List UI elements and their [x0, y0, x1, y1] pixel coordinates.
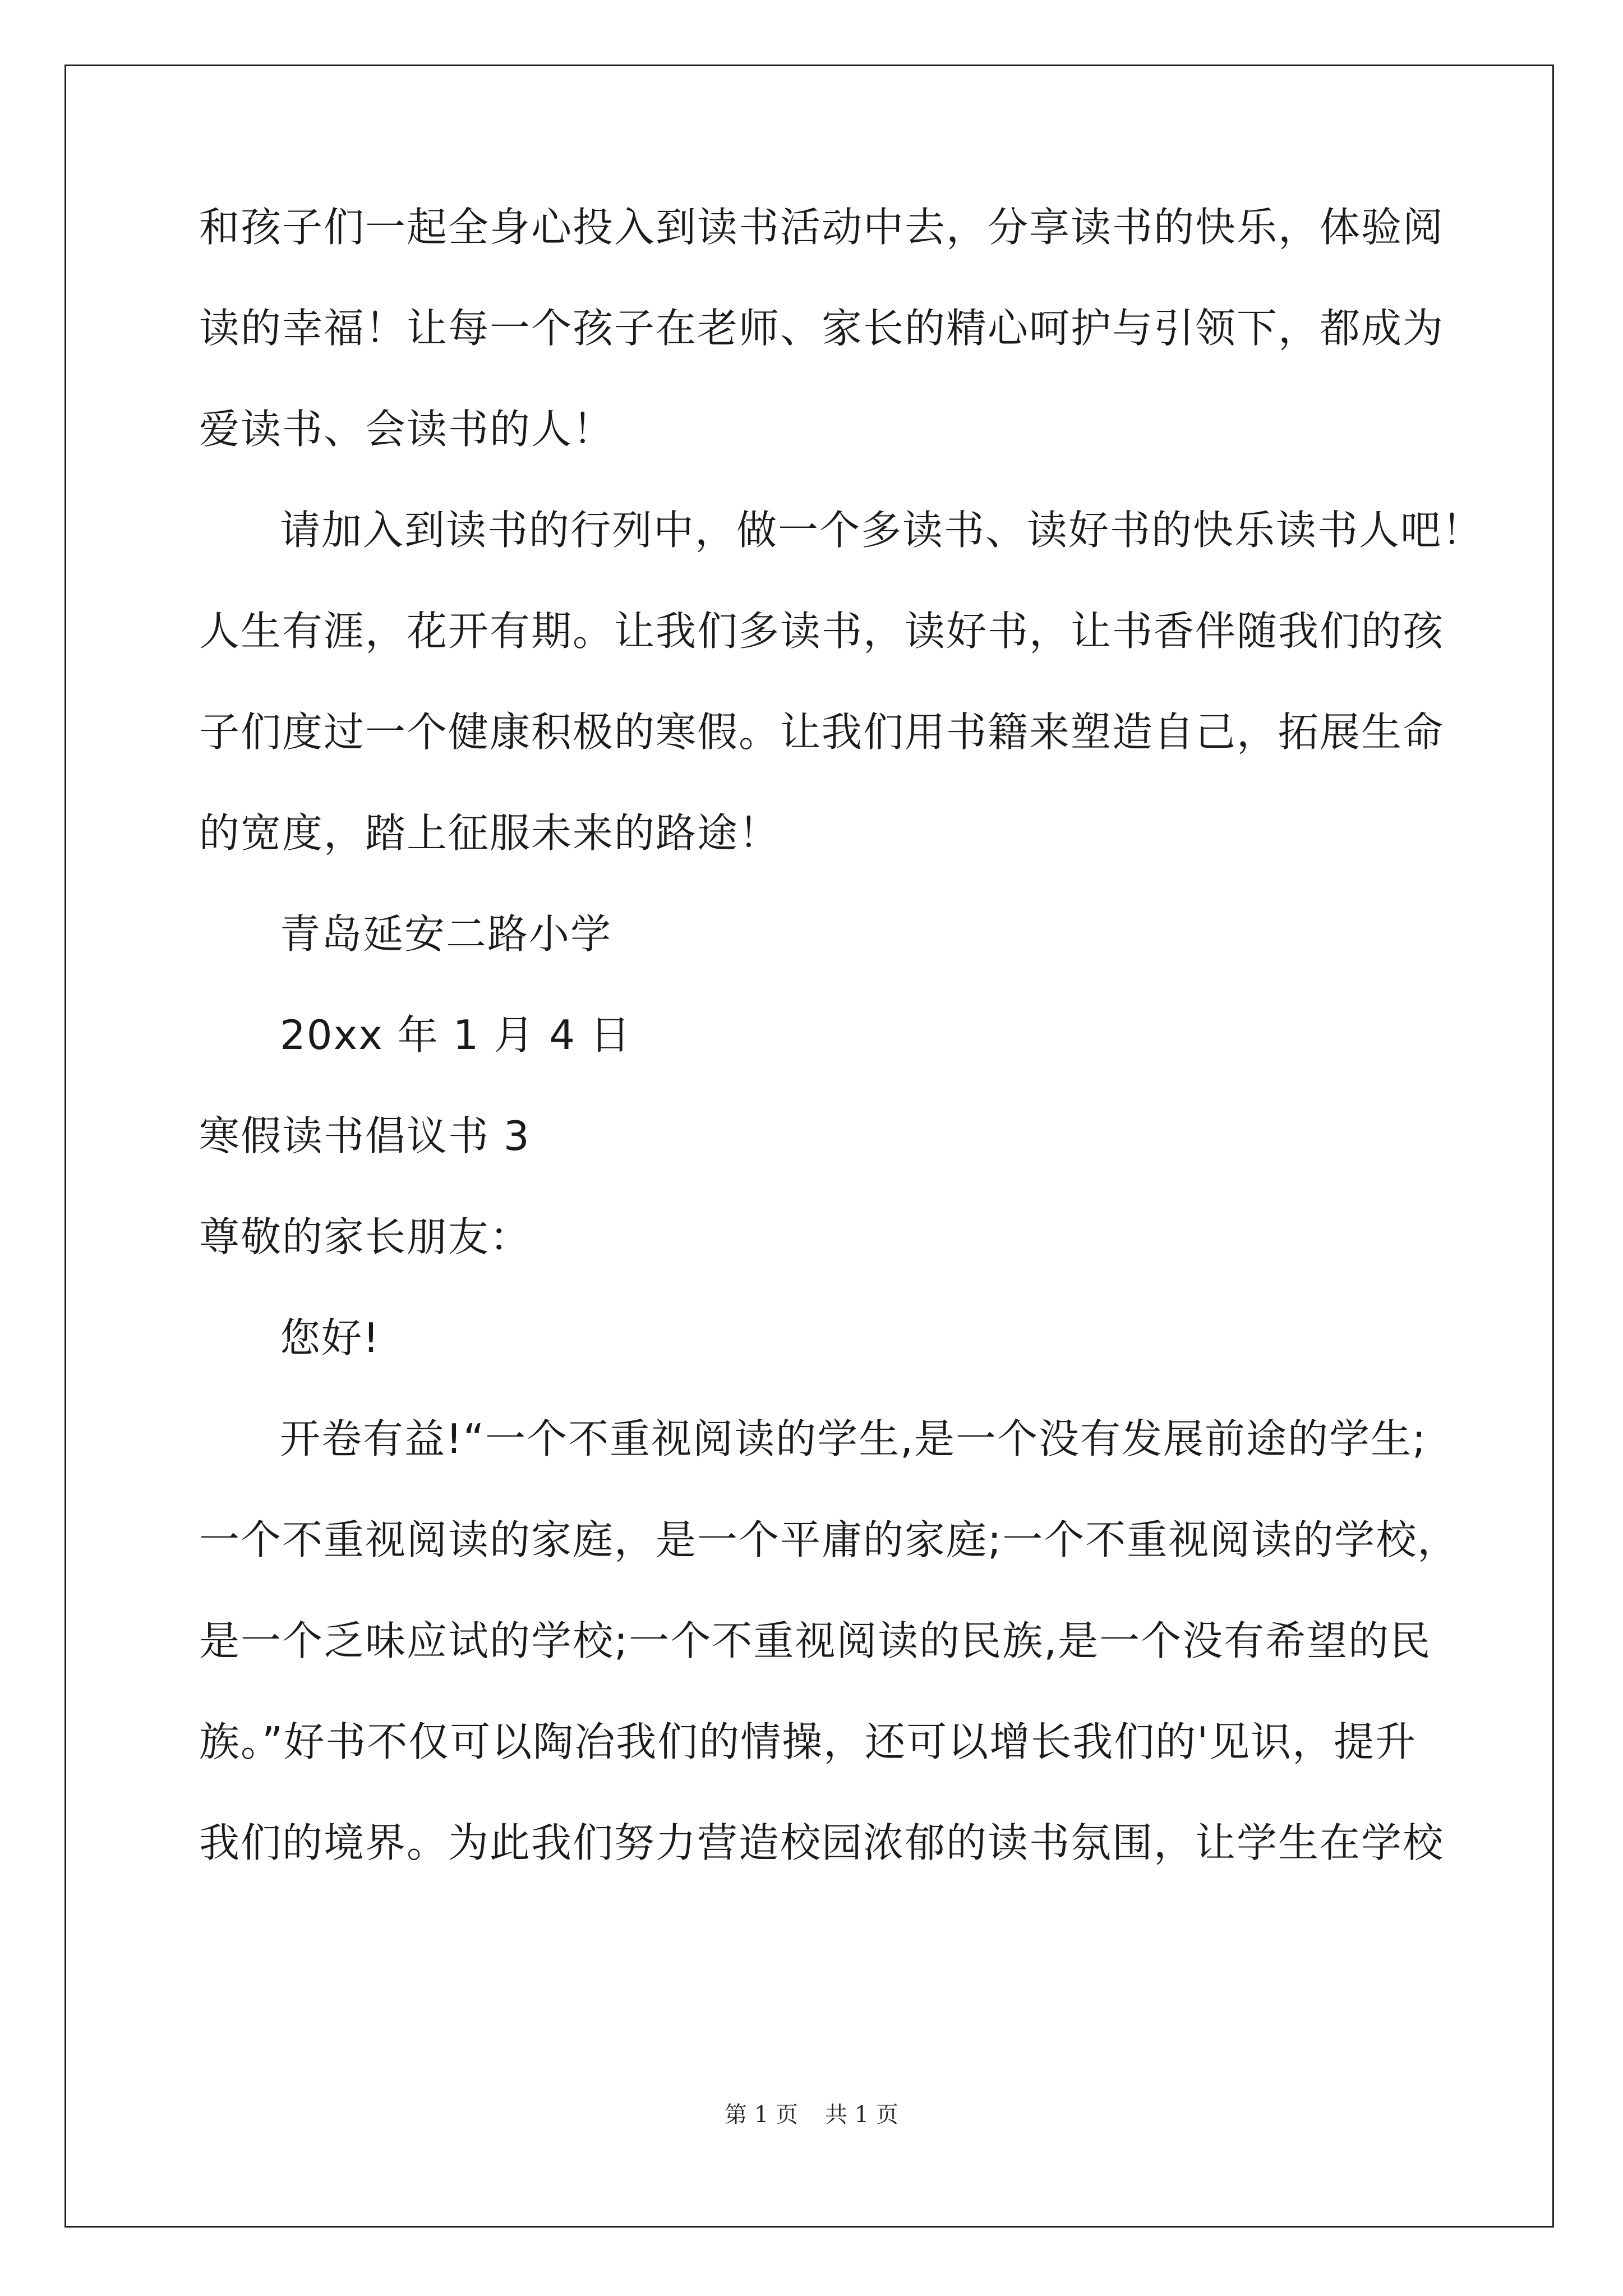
signature-date: 20xx 年 1 月 4 日 [280, 1011, 631, 1059]
section-title: 寒假读书倡议书 3 [199, 1112, 531, 1159]
paragraph-line: 子们度过一个健康积极的寒假。让我们用书籍来塑造自己，拓展生命 [199, 708, 1445, 756]
salutation: 尊敬的家长朋友： [199, 1213, 532, 1260]
paragraph-line: 爱读书、会读书的人！ [199, 406, 615, 453]
paragraph-line: 是一个乏味应试的学校;一个不重视阅读的民族,是一个没有希望的民 [199, 1617, 1432, 1664]
paragraph-line: 读的幸福！让每一个孩子在老师、家长的精心呵护与引领下，都成为 [199, 305, 1445, 352]
paragraph-line: 请加入到读书的行列中，做一个多读书、读好书的快乐读书人吧！ [280, 507, 1484, 554]
signature-school: 青岛延安二路小学 [280, 910, 612, 958]
paragraph-line: 人生有涯，花开有期。让我们多读书，读好书，让书香伴随我们的孩 [199, 608, 1445, 655]
paragraph-line: 我们的境界。为此我们努力营造校园浓郁的读书氛围，让学生在学校 [199, 1819, 1445, 1866]
paragraph-line: 一个不重视阅读的家庭，是一个平庸的家庭;一个不重视阅读的学校， [199, 1516, 1459, 1563]
paragraph-line: 族。”好书不仅可以陶冶我们的情操，还可以增长我们的'见识，提升 [199, 1718, 1417, 1765]
paragraph-line: 的宽度，踏上征服未来的路途！ [199, 809, 781, 857]
page-number: 第 1 页 [725, 2102, 798, 2128]
page-footer [0, 2101, 1623, 2129]
greeting: 您好! [280, 1314, 380, 1361]
page-total: 共 1 页 [825, 2102, 898, 2128]
paragraph-line: 和孩子们一起全身心投入到读书活动中去，分享读书的快乐，体验阅 [199, 204, 1445, 251]
paragraph-line: 开卷有益!“一个不重视阅读的学生,是一个没有发展前途的学生; [280, 1415, 1427, 1462]
